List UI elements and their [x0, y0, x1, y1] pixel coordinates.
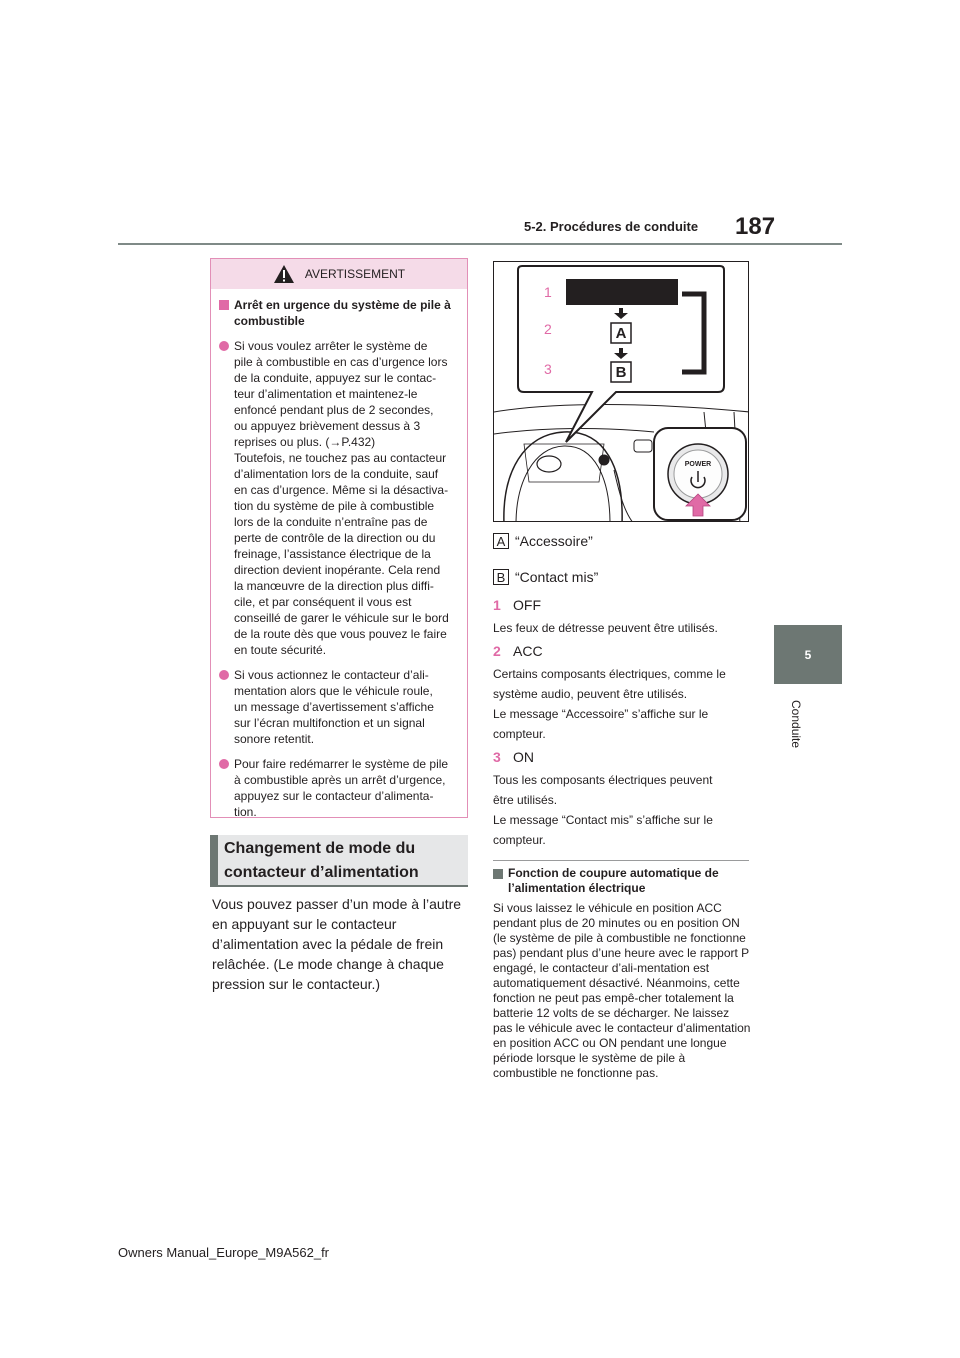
warning-header — [211, 259, 467, 289]
section-body: Vous pouvez passer d’un mode à l’autre en appuyant sur le contacteur d’alimentation avec la pédale de frein relâchée. (Le mode change à chaque pression sur le contacteur.) — [212, 896, 462, 992]
mode-on — [493, 749, 534, 765]
mode-number: 1 — [493, 597, 501, 613]
warning-bullet — [219, 667, 457, 747]
mode-note: être utilisés. — [493, 793, 558, 807]
warning-bullet-text: Si vous actionnez le contacteur d’ali- mentation alors que le véhicule roule, un message d’avertissement s’affiche sur l’écran multifonction et un signal sonore retentit. — [234, 668, 434, 746]
mode-note: Certains composants électriques, comme le — [493, 667, 726, 681]
power-button-label: POWER — [684, 461, 712, 468]
warning-content — [211, 289, 467, 820]
mode-name: ON — [513, 749, 534, 765]
square-bullet-icon — [493, 869, 503, 879]
section-heading — [210, 835, 468, 887]
power-switch-illustration — [493, 261, 749, 522]
mode-note: Tous les composants électriques peuvent — [493, 773, 713, 787]
auto-off-divider — [493, 860, 749, 861]
illustration-step-1: 1 — [544, 284, 552, 300]
chapter-label — [759, 700, 839, 760]
illustration-step-2: 2 — [544, 321, 552, 337]
round-bullet-icon — [219, 759, 229, 769]
warning-subtitle-text: Arrêt en urgence du système de pile à combustible — [234, 298, 451, 328]
legend-row-a — [493, 533, 593, 549]
round-bullet-icon — [219, 670, 229, 680]
auto-off-body: Si vous laissez le véhicule en position ACC pendant plus de 20 minutes ou en position ON (le système de pile à combustible ne fonctionne pas) pendant plus d’une heure avec le rapport P engagé, le contacteur d’ali-mentation est automatiquement désactivé. Néanmoins, cette fonction ne peut pas empê-cher totalement la batterie 12 volts de se décharger. Ne laissez pas le véhicule avec le contacteur d’alimentation en position ACC ou ON pendant une longue période lorsque le système de pile à combustible ne fonctionne pas. — [493, 901, 751, 1080]
legend-text-a: “Accessoire” — [515, 533, 593, 549]
section-heading-line2: contacteur d’alimentation — [224, 864, 419, 881]
chapter-label-text: Conduite — [789, 700, 803, 749]
auto-off-title-text: Fonction de coupure automatique de l’alimentation électrique — [508, 866, 719, 895]
mode-note: Les feux de détresse peuvent être utilisés. — [493, 621, 718, 635]
dashboard-drawing — [494, 262, 749, 522]
warning-bullet — [219, 756, 457, 820]
legend-letter-b: B — [493, 569, 509, 585]
header-divider — [118, 243, 842, 245]
illustration-box-b: B — [615, 363, 627, 381]
mode-name: ACC — [513, 643, 543, 659]
section-heading-line1: Changement de mode du — [224, 840, 416, 857]
warning-triangle-icon — [273, 264, 295, 284]
mode-number: 3 — [493, 749, 501, 765]
illustration-step-3: 3 — [544, 361, 552, 377]
warning-title: AVERTISSEMENT — [304, 267, 406, 281]
mode-note: compteur. — [493, 727, 546, 741]
mode-acc — [493, 643, 543, 659]
mode-note: Le message “Accessoire” s’affiche sur le — [493, 707, 709, 721]
auto-off-title — [493, 866, 749, 896]
legend-row-b — [493, 569, 598, 585]
mode-number: 2 — [493, 643, 501, 659]
footer-document-id: Owners Manual_Europe_M9A562_fr — [118, 1245, 330, 1260]
warning-bullet — [219, 338, 457, 658]
mode-note: système audio, peuvent être utilisés. — [493, 687, 688, 701]
warning-box — [210, 258, 468, 818]
section-heading-underline — [210, 885, 468, 887]
chapter-tab[interactable]: 5 — [774, 625, 842, 684]
mode-note: compteur. — [493, 833, 546, 847]
legend-text-b: “Contact mis” — [515, 569, 599, 585]
round-bullet-icon — [219, 341, 229, 351]
mode-name: OFF — [513, 597, 541, 613]
warning-bullet-text: Si vous voulez arrêter le système de pile à combustible en cas d’urgence lors de la conduite, appuyez sur le contac- teur d’alimentation et maintenez-le enfoncé pendant plus de 2 secondes, ou appuyez brièvement dessus à 3 reprises ou plus. (→P.432) Toutefois, ne touchez pas au contacteur d’alimentation lors de la conduite, sauf en cas d’urgence. Même si la désactiva- tion du système de pile à combustible lors de la conduite n’entraîne pas de perte de contrôle de la direction ou du freinage, l’assistance électrique de la direction devient inopérante. Cela rend la manœuvre de la direction plus diffi- cile, et par conséquent il vous est conseillé de garer le véhicule sur le bord de la route dès que vous pouvez le faire en toute sécurité. — [234, 339, 449, 657]
warning-bullet-text: Pour faire redémarrer le système de pile à combustible après un arrêt d’urgence, appuyez sur le contacteur d’alimenta- tion. — [234, 757, 449, 819]
illustration-box-a: A — [615, 324, 627, 342]
mode-off — [493, 597, 541, 613]
square-bullet-icon — [219, 300, 229, 310]
section-header: 5-2. Procédures de conduite — [524, 219, 699, 234]
warning-subtitle — [219, 297, 457, 329]
mode-note: Le message “Contact mis” s’affiche sur le — [493, 813, 713, 827]
legend-letter-a: A — [493, 533, 509, 549]
page-number: 187 — [735, 213, 776, 240]
